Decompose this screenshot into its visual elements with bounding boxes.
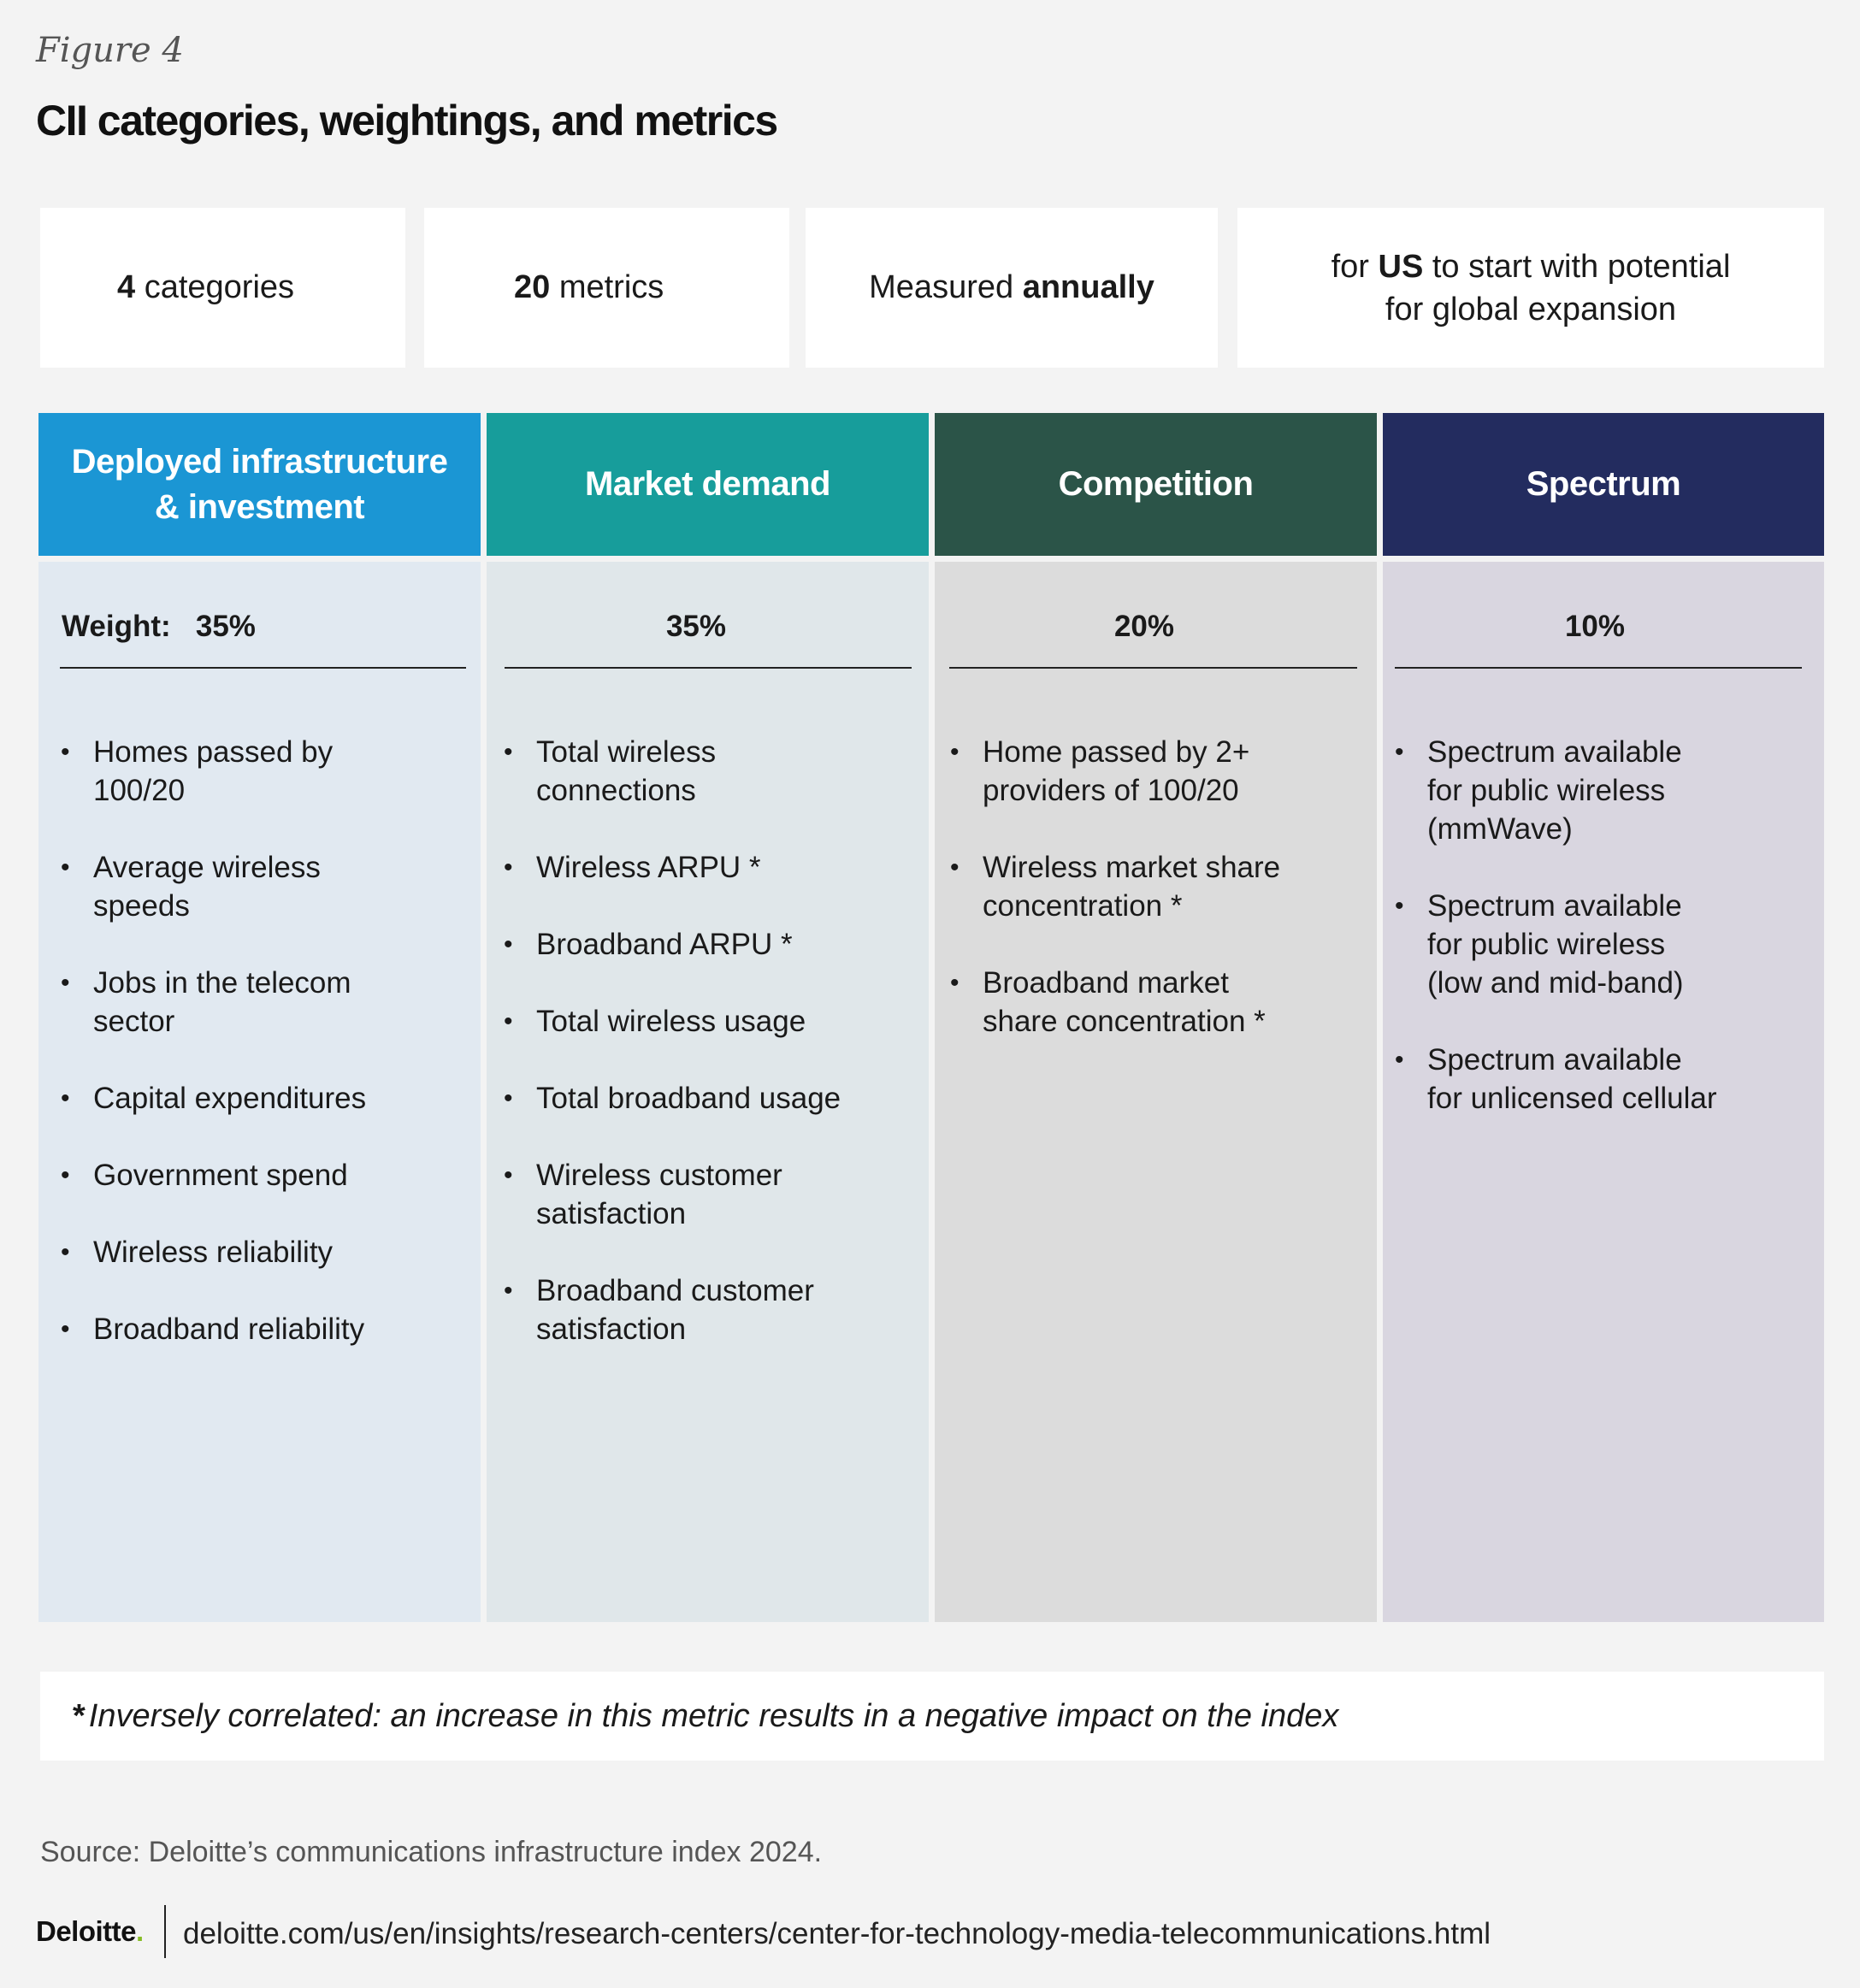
metric-item: • Capital expenditures xyxy=(61,1079,366,1118)
source-url: deloitte.com/us/en/insights/research-centers/center-for-technology-media-telecommunications.html xyxy=(183,1917,1491,1950)
metric-item: • Average wireless speeds xyxy=(61,848,366,925)
footnote-box xyxy=(40,1672,1824,1761)
info-frequency-text: Measured annually xyxy=(869,269,1154,305)
divider-rule xyxy=(1395,667,1802,669)
category-body-market-demand xyxy=(487,562,929,1622)
info-scope-text: for US to start with potential for global expansion xyxy=(1331,248,1731,327)
info-box-categories xyxy=(40,208,405,368)
metric-item: • Broadband ARPU * xyxy=(504,925,841,964)
weight-value: 10% xyxy=(1564,610,1626,643)
metric-item: • Spectrum available for public wireless (low and mid-band) xyxy=(1395,887,1717,1002)
weight-value: 35% xyxy=(665,610,727,643)
metric-list xyxy=(504,733,841,1387)
metric-item: • Jobs in the telecom sector xyxy=(61,964,366,1041)
category-body-spectrum xyxy=(1383,562,1824,1622)
info-categories-text: 4 categories xyxy=(117,269,295,305)
weight-label: Weight: 35% xyxy=(62,610,256,643)
metric-list xyxy=(61,733,366,1387)
metric-item: • Wireless market share concentration * xyxy=(950,848,1280,925)
metric-item: • Wireless ARPU * xyxy=(504,848,841,887)
metric-item: • Broadband market share concentration * xyxy=(950,964,1280,1041)
footnote-text: Inversely correlated: an increase in this metric results in a negative impact on the index xyxy=(88,1697,1339,1734)
metric-item: • Spectrum available for unlicensed cellular xyxy=(1395,1041,1717,1118)
metric-item: • Total wireless usage xyxy=(504,1002,841,1041)
metric-item: • Broadband reliability xyxy=(61,1310,366,1348)
category-header-market-demand: Market demand xyxy=(487,413,929,556)
metric-item: • Spectrum available for public wireless (mmWave) xyxy=(1395,733,1717,848)
info-box-scope xyxy=(1237,208,1824,368)
category-header-spectrum: Spectrum xyxy=(1383,413,1824,556)
metric-item: • Wireless customer satisfaction xyxy=(504,1156,841,1233)
weight-value: 20% xyxy=(1113,610,1175,643)
info-box-frequency xyxy=(806,208,1218,368)
page-title: CII categories, weightings, and metrics xyxy=(36,97,777,145)
category-header-infrastructure: Deployed infrastructure & investment xyxy=(38,413,481,556)
source-note: Source: Deloitte’s communications infrastructure index 2024. xyxy=(40,1836,823,1868)
metric-list xyxy=(1395,733,1717,1156)
divider-rule xyxy=(60,667,466,669)
category-header-competition: Competition xyxy=(935,413,1377,556)
footnote-asterisk: * xyxy=(73,1697,86,1734)
metric-item: • Wireless reliability xyxy=(61,1233,366,1271)
metric-item: • Total wireless connections xyxy=(504,733,841,810)
metric-item: • Homes passed by 100/20 xyxy=(61,733,366,810)
weight-value: 35% xyxy=(195,610,256,643)
category-body-competition xyxy=(935,562,1377,1622)
metric-item: • Broadband customer satisfaction xyxy=(504,1271,841,1348)
info-metrics-text: 20 metrics xyxy=(514,269,664,305)
metric-item: • Total broadband usage xyxy=(504,1079,841,1118)
metric-list xyxy=(950,733,1280,1079)
deloitte-logo: Deloitte. xyxy=(36,1915,144,1947)
footer-divider xyxy=(164,1905,166,1958)
divider-rule xyxy=(949,667,1357,669)
figure-label: Figure 4 xyxy=(36,31,184,70)
info-box-metrics xyxy=(424,208,789,368)
metric-item: • Home passed by 2+ providers of 100/20 xyxy=(950,733,1280,810)
divider-rule xyxy=(505,667,912,669)
metric-item: • Government spend xyxy=(61,1156,366,1195)
category-body-infrastructure xyxy=(38,562,481,1622)
